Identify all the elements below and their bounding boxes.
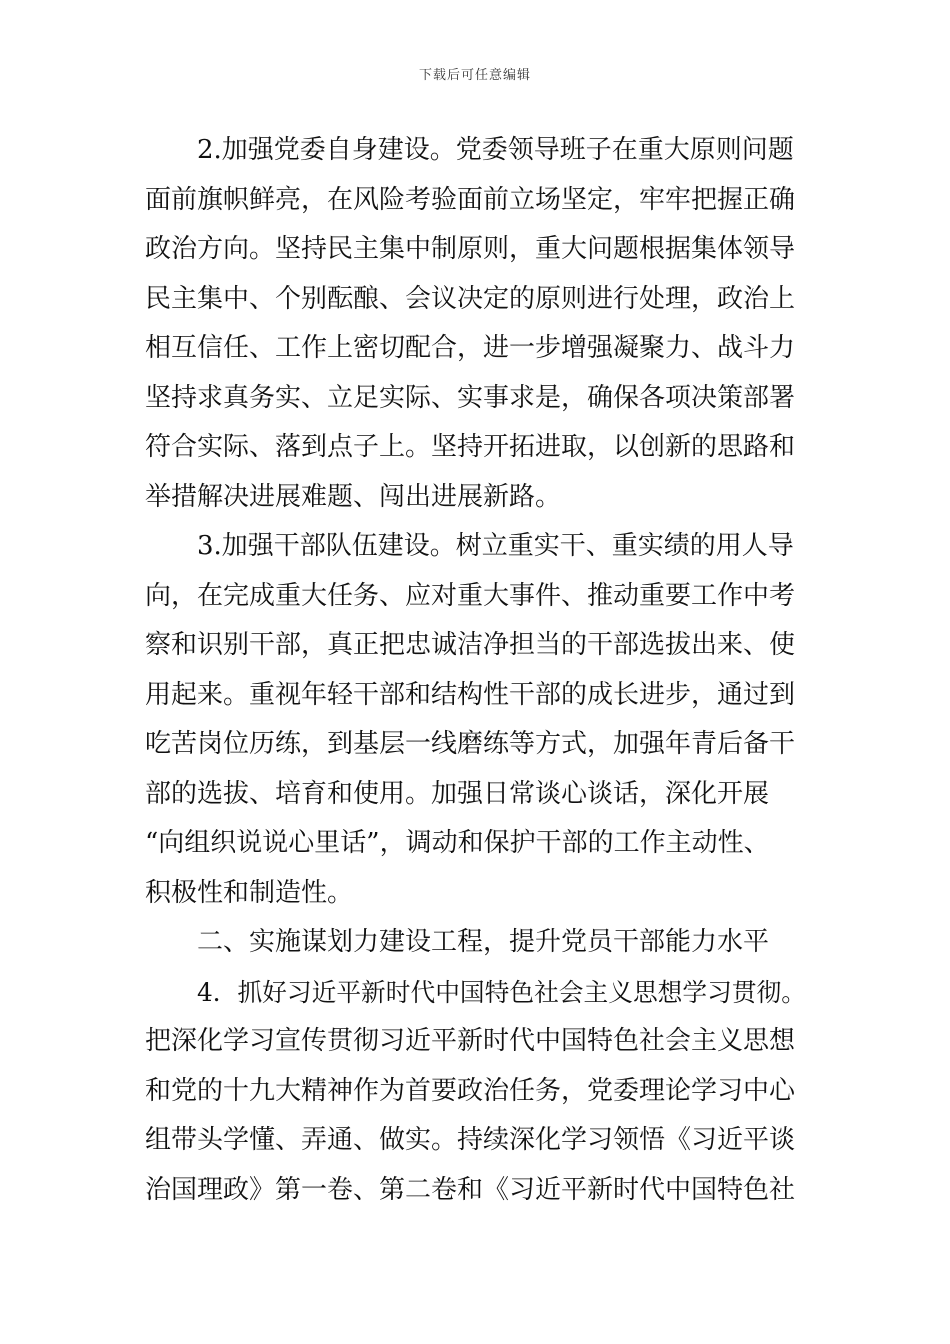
text-line: 4．抓好习近平新时代中国特色社会主义思想学习贯彻。 — [197, 977, 806, 1007]
page-header-note: 下载后可任意编辑 — [418, 68, 531, 83]
text-line: 向，在完成重大任务、应对重大事件、推动重要工作中考 — [145, 580, 796, 611]
text-line: 3.加强干部队伍建设。树立重实干、重实绩的用人导 — [197, 531, 794, 561]
text-line: 治国理政》第一卷、第二卷和《习近平新时代中国特色社 — [145, 1174, 796, 1205]
text-line: 和党的十九大精神作为首要政治任务，党委理论学习中心 — [145, 1075, 796, 1106]
text-line: 用起来。重视年轻干部和结构性干部的成长进步，通过到 — [145, 679, 796, 710]
text-line: 把深化学习宣传贯彻习近平新时代中国特色社会主义思想 — [145, 1026, 796, 1056]
text-line: 部的选拔、培育和使用。加强日常谈心谈话，深化开展 — [145, 778, 770, 809]
section-heading: 二、实施谋划力建设工程，提升党员干部能力水平 — [197, 927, 770, 957]
text-line: 积极性和制造性。 — [145, 877, 354, 908]
text-line: “向组织说说心里话”，调动和保护干部的工作主动性、 — [145, 828, 770, 858]
text-line: 政治方向。坚持民主集中制原则，重大问题根据集体领导 — [145, 234, 796, 264]
text-line: 民主集中、个别酝酿、会议决定的原则进行处理，政治上 — [145, 283, 796, 314]
text-line: 面前旗帜鲜亮，在风险考验面前立场坚定，牢牢把握正确 — [145, 184, 796, 215]
text-line: 组带头学懂、弄通、做实。持续深化学习领悟《习近平谈 — [145, 1125, 796, 1155]
text-line: 相互信任、工作上密切配合，进一步增强凝聚力、战斗力 — [145, 333, 796, 363]
document-body — [145, 126, 810, 1215]
text-line: 2.加强党委自身建设。党委领导班子在重大原则问题 — [197, 135, 794, 165]
text-line: 坚持求真务实、立足实际、实事求是，确保各项决策部署 — [145, 382, 796, 413]
text-line: 察和识别干部，真正把忠诚洁净担当的干部选拔出来、使 — [145, 630, 796, 660]
text-line: 吃苦岗位历练，到基层一线磨练等方式，加强年青后备干 — [145, 729, 796, 759]
text-line: 符合实际、落到点子上。坚持开拓进取，以创新的思路和 — [145, 432, 796, 462]
text-line: 举措解决进展难题、闯出进展新路。 — [145, 481, 562, 512]
